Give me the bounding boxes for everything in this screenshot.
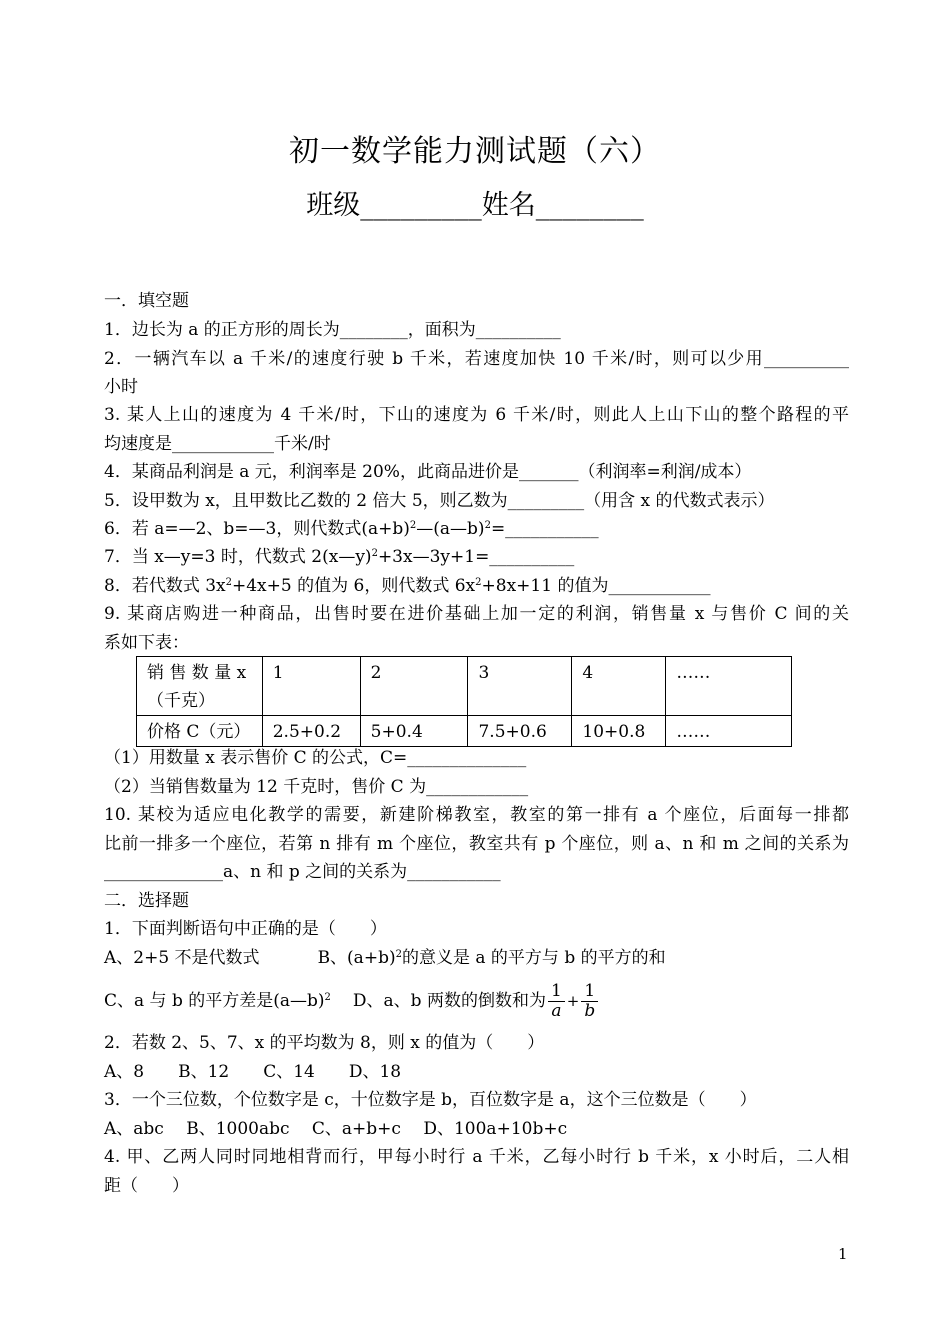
table-header-cell: 价格 C（元） <box>137 716 263 747</box>
table-cell: 5+0.4 <box>360 716 468 747</box>
fill-q8-part-b: +4x+5 的值为 6，则代数式 6x <box>232 576 476 596</box>
section2-heading: 二．选择题 <box>104 891 189 911</box>
fraction-1-over-a <box>548 982 565 1021</box>
table-cell: 1 <box>262 657 360 716</box>
choice-q1: 1．下面判断语句中正确的是（ ） <box>104 919 387 939</box>
fraction-1-over-b <box>581 982 598 1021</box>
table-cell: 3 <box>468 657 572 716</box>
option-b-part-a: B、(a+b) <box>317 948 396 968</box>
plus-sign: + <box>566 992 580 1010</box>
fill-q10-line1: 10. 某校为适应电化教学的需要，新建阶梯教室，教室的第一排有 a 个座位，后面每一排都 <box>104 805 849 825</box>
class-label: 班级_________ <box>306 190 482 221</box>
table-row <box>137 716 792 747</box>
option-d: D、a、b 两数的倒数和为 <box>352 991 546 1011</box>
section1-heading: 一．填空题 <box>104 291 189 311</box>
fill-q3-line2: 均速度是____________千米/时 <box>104 434 331 454</box>
choice-q2-options: A、8 B、12 C、14 D、18 <box>104 1062 402 1082</box>
row1-head-a: 销 售 数 量 x <box>147 663 247 683</box>
choice-q4-line2: 距（ ） <box>104 1176 189 1196</box>
page-number: 1 <box>838 1245 848 1263</box>
exponent: 2 <box>475 577 482 588</box>
frac-denominator: a <box>551 1001 562 1021</box>
frac-numerator: 1 <box>581 982 598 1002</box>
fill-q8-part-a: 8．若代数式 3x <box>104 576 226 596</box>
fill-q9-line2: 系如下表： <box>104 633 189 653</box>
choice-q1-options-ab <box>104 947 849 969</box>
fill-q6-part-a: 6．若 a=—2、b=—3，则代数式(a+b) <box>104 519 410 539</box>
exponent: 2 <box>371 548 378 559</box>
exponent: 2 <box>484 520 491 531</box>
choice-q1-options-cd <box>104 976 849 1026</box>
fill-q4: 4．某商品利润是 a 元，利润率是 20%，此商品进价是_______（利润率=利润/成本） <box>104 462 752 482</box>
page-title: 初一数学能力测试题（六） <box>289 134 661 169</box>
exponent: 2 <box>225 577 232 588</box>
table-header-cell <box>137 657 263 716</box>
fill-q8-part-c: +8x+11 的值为____________ <box>481 576 711 596</box>
fill-q9-line1: 9. 某商店购进一种商品，出售时要在进价基础上加一定的利润，销售量 x 与售价 C 间的关 <box>104 604 849 624</box>
fill-q6-part-c: =___________ <box>490 519 599 539</box>
fill-q7-part-b: +3x—3y+1=__________ <box>377 547 575 567</box>
exponent: 2 <box>395 949 402 960</box>
fill-q2-line1: 2．一辆汽车以 a 千米/的速度行驶 b 千米，若速度加快 10 千米/时，则可以少用__________ <box>104 349 849 369</box>
table-cell: 2.5+0.2 <box>262 716 360 747</box>
fill-q10-line2: 比前一排多一个座位，若第 n 排有 m 个座位，教室共有 p 个座位，则 a、n 和 m 之间的关系为 <box>104 834 849 854</box>
frac-numerator: 1 <box>548 982 565 1002</box>
class-name-line <box>0 183 950 222</box>
table-row <box>137 657 792 716</box>
fill-q9-sub1: （1）用数量 x 表示售价 C 的公式，C=______________ <box>104 748 527 768</box>
sales-price-table <box>136 656 792 747</box>
frac-denominator: b <box>584 1001 596 1021</box>
fill-q8 <box>104 575 849 597</box>
option-c: C、a 与 b 的平方差是(a—b) <box>104 991 325 1011</box>
option-a: A、2+5 不是代数式 <box>104 948 260 968</box>
fill-q1: 1．边长为 a 的正方形的周长为________，面积为__________ <box>104 320 561 340</box>
fill-q2-line2: 小时 <box>104 377 138 397</box>
fill-q3-line1: 3. 某人上山的速度为 4 千米/时，下山的速度为 6 千米/时，则此人上山下山的整个路程的平 <box>104 405 849 425</box>
choice-q2: 2．若数 2、5、7、x 的平均数为 8，则 x 的值为（ ） <box>104 1033 545 1053</box>
fill-q6-part-b: —(a—b) <box>416 519 485 539</box>
table-cell: 10+0.8 <box>572 716 666 747</box>
fill-q7-part-a: 7．当 x—y=3 时，代数式 2(x—y) <box>104 547 372 567</box>
fill-q6 <box>104 518 849 540</box>
table-cell: 7.5+0.6 <box>468 716 572 747</box>
name-label: 姓名________ <box>481 190 644 221</box>
choice-q4-line1: 4. 甲、乙两人同时同地相背而行，甲每小时行 a 千米，乙每小时行 b 千米，x 小时后，二人相 <box>104 1147 849 1167</box>
exponent: 2 <box>409 520 417 531</box>
table-cell: 4 <box>572 657 666 716</box>
fill-q7 <box>104 546 849 568</box>
option-b-part-b: 的意义是 a 的平方与 b 的平方的和 <box>401 948 666 968</box>
table-cell: 2 <box>360 657 468 716</box>
choice-q3-options: A、abc B、1000abc C、a+b+c D、100a+10b+c <box>104 1119 568 1139</box>
exponent: 2 <box>324 992 331 1003</box>
choice-q3: 3．一个三位数，个位数字是 c，十位数字是 b，百位数字是 a，这个三位数是（ ） <box>104 1090 757 1110</box>
fill-q9-sub2: （2）当销售数量为 12 千克时，售价 C 为____________ <box>104 777 529 797</box>
row1-head-b: （千克） <box>147 691 215 711</box>
table-cell: …… <box>666 657 792 716</box>
fill-q5: 5．设甲数为 x，且甲数比乙数的 2 倍大 5，则乙数为_________（用含 x 的代数式表示） <box>104 491 775 511</box>
fill-q10-line3: ______________a、n 和 p 之间的关系为___________ <box>104 862 501 882</box>
table-cell: …… <box>666 716 792 747</box>
